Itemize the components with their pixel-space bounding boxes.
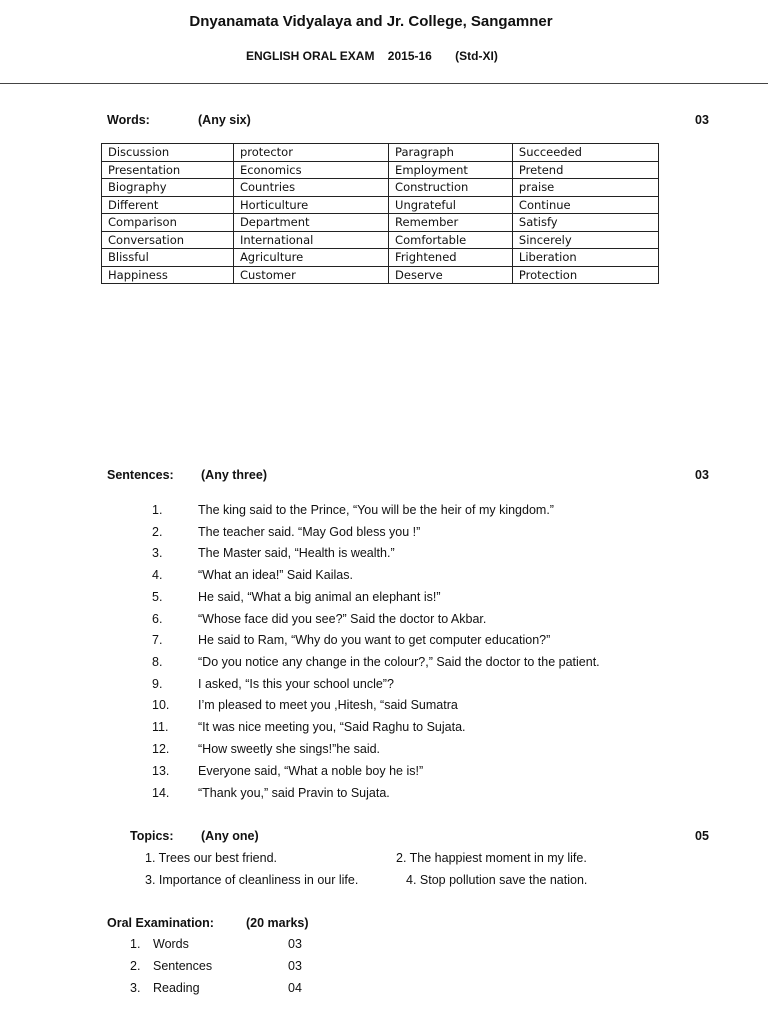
word-cell: Liberation — [512, 249, 658, 267]
oral-item-label: Reading — [153, 981, 200, 995]
topics-marks: 05 — [695, 829, 709, 843]
word-cell: praise — [512, 179, 658, 197]
sentence-text: “It was nice meeting you, “Said Raghu to Sujata. — [198, 720, 466, 734]
topic-item: 1. Trees our best friend. — [145, 851, 278, 865]
list-item — [0, 590, 768, 612]
word-cell: Discussion — [102, 144, 234, 162]
words-instruction: (Any six) — [198, 113, 251, 127]
list-item — [0, 568, 768, 590]
item-number: 8. — [152, 655, 163, 669]
item-number: 11. — [152, 720, 169, 734]
word-cell: Employment — [389, 161, 513, 179]
header-divider — [0, 83, 768, 84]
list-item — [0, 546, 768, 568]
sentence-text: He said, “What a big animal an elephant is!” — [198, 590, 441, 604]
word-cell: Sincerely — [512, 231, 658, 249]
sentence-text: I’m pleased to meet you ,Hitesh, “said Sumatra — [198, 698, 458, 712]
list-item — [0, 786, 768, 808]
table-row — [102, 161, 659, 179]
item-number: 3. — [152, 546, 163, 560]
item-number: 1. — [130, 937, 141, 951]
sentences-marks: 03 — [695, 468, 709, 482]
topic-item: 4. Stop pollution save the nation. — [406, 873, 588, 887]
table-row — [102, 196, 659, 214]
table-row — [102, 179, 659, 197]
word-cell: Happiness — [102, 266, 234, 284]
sentences-label: Sentences: — [107, 468, 174, 482]
table-row — [102, 266, 659, 284]
word-cell: Economics — [233, 161, 388, 179]
item-number: 4. — [152, 568, 163, 582]
word-cell: International — [233, 231, 388, 249]
word-cell: Protection — [512, 266, 658, 284]
list-item — [0, 612, 768, 634]
oral-item-marks: 03 — [288, 937, 302, 951]
item-number: 1. — [152, 503, 163, 517]
oral-item-marks: 03 — [288, 959, 302, 973]
item-number: 9. — [152, 677, 163, 691]
table-row — [102, 231, 659, 249]
table-row — [102, 214, 659, 232]
item-number: 3. — [130, 981, 141, 995]
oral-exam-label: Oral Examination: — [107, 916, 214, 930]
topic-item: 2. The happiest moment in my life. — [396, 851, 587, 865]
exam-subtitle: ENGLISH ORAL EXAM 2015-16 (Std-XI) — [246, 49, 498, 63]
word-cell: Comfortable — [389, 231, 513, 249]
word-cell: Frightened — [389, 249, 513, 267]
word-cell: Conversation — [102, 231, 234, 249]
document-title: Dnyanamata Vidyalaya and Jr. College, Sangamner — [189, 13, 553, 30]
word-cell: Paragraph — [389, 144, 513, 162]
item-number: 12. — [152, 742, 170, 756]
topic-item: 3. Importance of cleanliness in our life. — [145, 873, 359, 887]
table-row — [102, 249, 659, 267]
list-item — [0, 959, 768, 981]
word-cell: Department — [233, 214, 388, 232]
sentence-text: The Master said, “Health is wealth.” — [198, 546, 395, 560]
sentence-text: The king said to the Prince, “You will be the heir of my kingdom.” — [198, 503, 554, 517]
item-number: 14. — [152, 786, 170, 800]
word-cell: Satisfy — [512, 214, 658, 232]
oral-item-label: Sentences — [153, 959, 213, 973]
word-cell: Presentation — [102, 161, 234, 179]
word-cell: Countries — [233, 179, 388, 197]
topics-label: Topics: — [130, 829, 174, 843]
sentence-text: “Thank you,” said Pravin to Sujata. — [198, 786, 390, 800]
word-cell: Agriculture — [233, 249, 388, 267]
word-cell: Ungrateful — [389, 196, 513, 214]
item-number: 7. — [152, 633, 163, 647]
words-table — [101, 143, 659, 284]
list-item — [0, 503, 768, 525]
oral-item-marks: 04 — [288, 981, 302, 995]
word-cell: protector — [233, 144, 388, 162]
sentence-text: “Whose face did you see?” Said the doctor to Akbar. — [198, 612, 487, 626]
word-cell: Horticulture — [233, 196, 388, 214]
word-cell: Customer — [233, 266, 388, 284]
topics-instruction: (Any one) — [201, 829, 259, 843]
list-item — [0, 525, 768, 547]
sentences-instruction: (Any three) — [201, 468, 267, 482]
word-cell: Deserve — [389, 266, 513, 284]
list-item — [0, 764, 768, 786]
table-row — [102, 144, 659, 162]
item-number: 2. — [130, 959, 141, 973]
words-label: Words: — [107, 113, 150, 127]
word-cell: Blissful — [102, 249, 234, 267]
item-number: 13. — [152, 764, 170, 778]
word-cell: Succeeded — [512, 144, 658, 162]
list-item — [0, 742, 768, 764]
word-cell: Continue — [512, 196, 658, 214]
item-number: 10. — [152, 698, 170, 712]
word-cell: Remember — [389, 214, 513, 232]
oral-item-label: Words — [153, 937, 189, 951]
word-cell: Construction — [389, 179, 513, 197]
sentence-text: I asked, “Is this your school uncle”? — [198, 677, 394, 691]
item-number: 2. — [152, 525, 163, 539]
words-marks: 03 — [695, 113, 709, 127]
sentence-text: “How sweetly she sings!”he said. — [198, 742, 381, 756]
sentence-text: Everyone said, “What a noble boy he is!” — [198, 764, 424, 778]
list-item — [0, 698, 768, 720]
list-item — [0, 720, 768, 742]
list-item — [0, 981, 768, 1003]
list-item — [0, 633, 768, 655]
word-cell: Biography — [102, 179, 234, 197]
item-number: 6. — [152, 612, 163, 626]
oral-exam-total: (20 marks) — [246, 916, 309, 930]
list-item — [0, 655, 768, 677]
word-cell: Different — [102, 196, 234, 214]
list-item — [0, 677, 768, 699]
word-cell: Comparison — [102, 214, 234, 232]
sentence-text: The teacher said. “May God bless you !” — [198, 525, 421, 539]
sentence-text: “Do you notice any change in the colour?,” Said the doctor to the patient. — [198, 655, 600, 669]
sentence-text: “What an idea!” Said Kailas. — [198, 568, 353, 582]
item-number: 5. — [152, 590, 163, 604]
sentence-text: He said to Ram, “Why do you want to get computer education?” — [198, 633, 551, 647]
list-item — [0, 937, 768, 959]
word-cell: Pretend — [512, 161, 658, 179]
